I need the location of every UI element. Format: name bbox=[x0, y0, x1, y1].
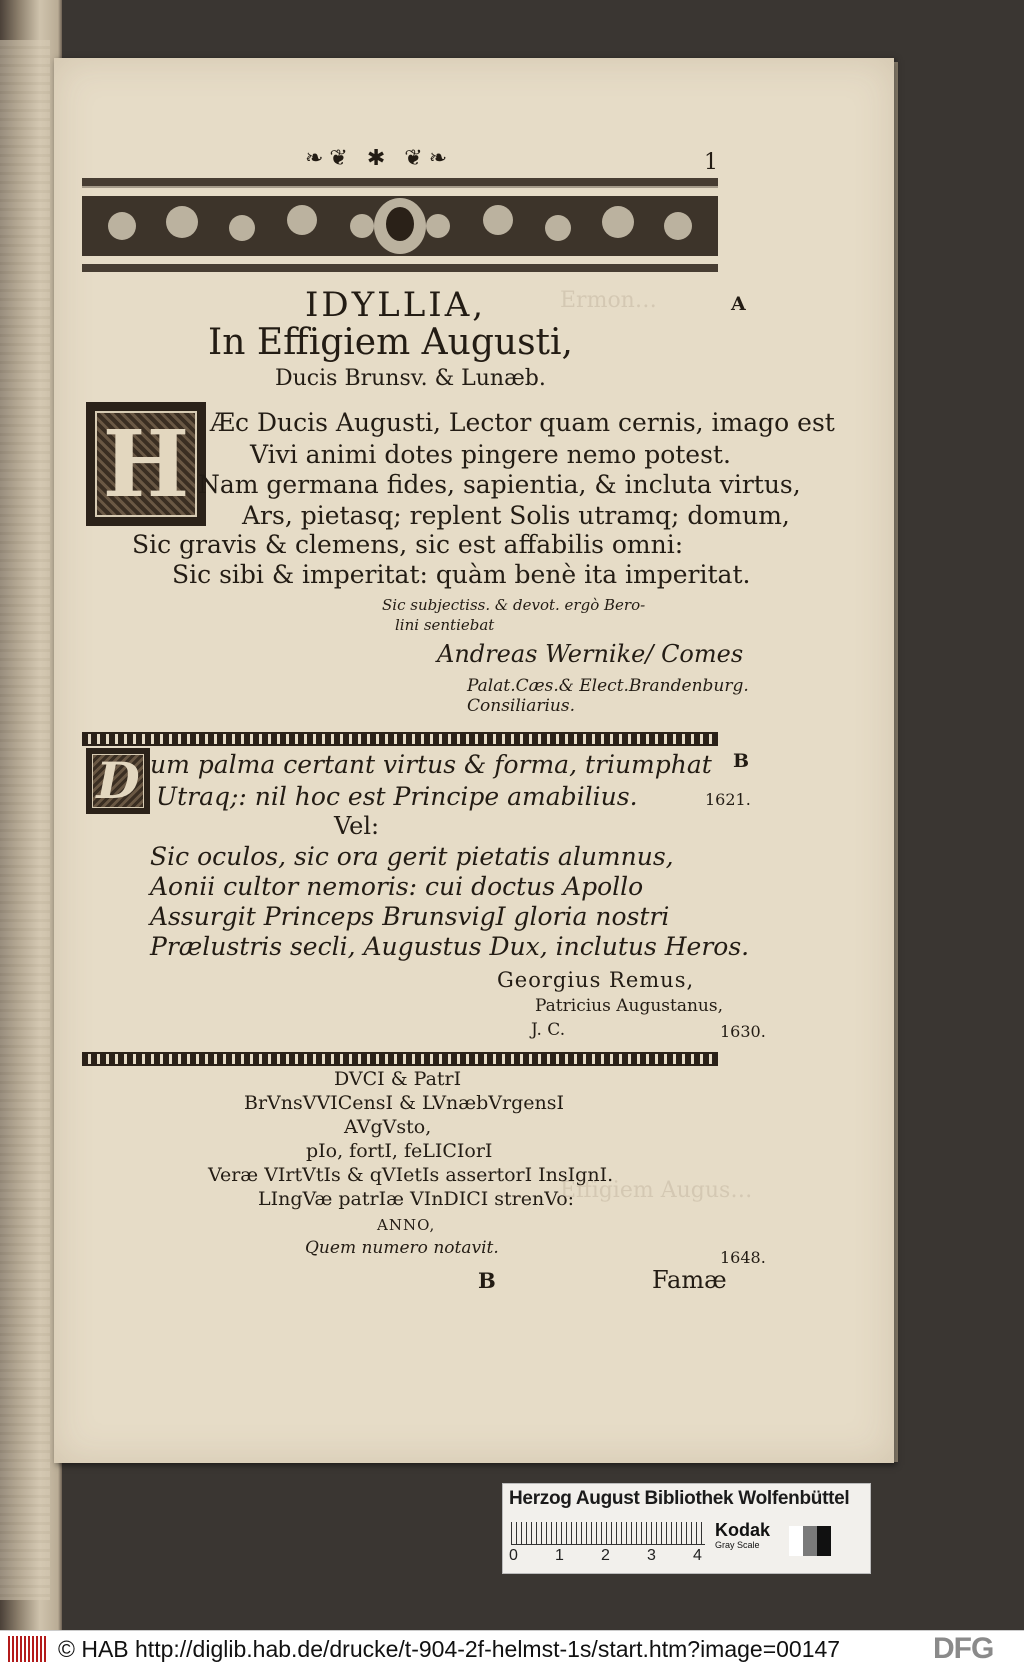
margin-year: 1630. bbox=[720, 1022, 766, 1041]
decorative-headpiece-icon bbox=[82, 172, 718, 282]
grayscale-label: Gray Scale bbox=[715, 1540, 760, 1550]
author-title: Consiliarius. bbox=[467, 696, 576, 716]
chronogram-line: DVCI & PatrI bbox=[334, 1068, 462, 1090]
margin-year: 1621. bbox=[705, 790, 751, 809]
author-title: Patricius Augustanus, bbox=[535, 996, 724, 1016]
margin-letter: B bbox=[733, 750, 750, 772]
color-calibration-target bbox=[502, 1483, 871, 1574]
target-title: Herzog August Bibliothek Wolfenbüttel bbox=[509, 1488, 850, 1509]
author-name: Georgius Remus, bbox=[497, 968, 695, 992]
signoff-line: lini sentiebat bbox=[395, 616, 495, 634]
ornamental-rule bbox=[82, 1052, 718, 1066]
footer-url[interactable]: © HAB http://diglib.hab.de/drucke/t-904-2f-helmst-1s/start.htm?image=00147 bbox=[58, 1636, 841, 1662]
dropcap-initial bbox=[86, 748, 150, 814]
author-title: J. C. bbox=[531, 1020, 566, 1040]
footer-bar bbox=[0, 1630, 1024, 1669]
header-ornament-icon: ❧❦ ✱ ❦❧ bbox=[305, 146, 454, 171]
poem-line: Sic oculos, sic ora gerit pietatis alumnus, bbox=[150, 842, 674, 871]
left-page-edge bbox=[0, 40, 50, 1600]
signature-mark: B bbox=[478, 1268, 496, 1293]
ruler-number: 4 bbox=[693, 1547, 702, 1564]
dfg-logo: DFG bbox=[933, 1632, 994, 1665]
signoff-line: Sic subjectiss. & devot. ergò Bero- bbox=[382, 596, 646, 614]
ruler-number: 0 bbox=[509, 1547, 518, 1564]
kodak-label: Kodak bbox=[715, 1520, 771, 1540]
poem-line: um palma certant virtus & forma, triumphat bbox=[150, 750, 712, 779]
ruler-number: 3 bbox=[647, 1547, 656, 1564]
catchword: Famæ bbox=[652, 1266, 727, 1294]
gray-swatch bbox=[803, 1526, 817, 1556]
ornamental-rule bbox=[82, 732, 718, 746]
dedication-line: Ducis Brunsv. & Lunæb. bbox=[275, 366, 546, 391]
dropcap-initial bbox=[86, 402, 206, 526]
poem-vel: Vel: bbox=[334, 812, 380, 840]
chronogram-line: pIo, fortI, feLICIorI bbox=[306, 1140, 493, 1162]
poem-line: Æc Ducis Augusti, Lector quam cernis, imago est bbox=[210, 408, 835, 437]
barcode-icon bbox=[8, 1636, 48, 1662]
author-name: Andreas Wernike/ Comes bbox=[437, 640, 744, 668]
poem-line: Ars, pietasq; replent Solis utramq; domum, bbox=[242, 501, 790, 530]
ruler-numbers bbox=[509, 1547, 739, 1565]
chronogram-line: LIngVæ patrIæ VInDICI strenVo: bbox=[258, 1188, 575, 1210]
poem-line: Prælustris secli, Augustus Dux, inclutus Heros. bbox=[150, 932, 750, 961]
ruler-number: 2 bbox=[601, 1547, 610, 1564]
poem-line: Vivi animi dotes pingere nemo potest. bbox=[250, 440, 731, 469]
margin-year: 1648. bbox=[720, 1248, 766, 1267]
poem-line: Utraq;: nil hoc est Principe amabilius. bbox=[156, 782, 638, 811]
chronogram-anno: ANNO, bbox=[377, 1216, 436, 1234]
gray-swatch bbox=[789, 1526, 803, 1556]
margin-letter: A bbox=[731, 293, 746, 315]
poem-line: Aonii cultor nemoris: cui doctus Apollo bbox=[150, 872, 644, 901]
page-number: 1 bbox=[704, 150, 718, 175]
bleed-through: Effigiem Augus… bbox=[560, 1178, 753, 1203]
chronogram-line: Veræ VIrtVtIs & qVIetIs assertorI InsIgnI. bbox=[208, 1164, 614, 1186]
poem-line: Sic sibi & imperitat: quàm benè ita imperitat. bbox=[172, 560, 751, 589]
page-subtitle: In Effigiem Augusti, bbox=[208, 322, 573, 363]
bleed-through: Ermon… bbox=[560, 288, 657, 313]
chronogram-line: BrVnsVVICensI & LVnæbVrgensI bbox=[244, 1092, 565, 1114]
author-title: Palat.Cæs.& Elect.Brandenburg. bbox=[467, 676, 749, 696]
page-title: IDYLLIA, bbox=[305, 285, 487, 325]
ruler-scale bbox=[511, 1522, 705, 1545]
poem-line: Assurgit Princeps BrunsvigI gloria nostri bbox=[150, 902, 670, 931]
ruler-number: 1 bbox=[555, 1547, 564, 1564]
dropcap-letter: D bbox=[96, 751, 140, 810]
poem-line: Sic gravis & clemens, sic est affabilis omni: bbox=[132, 530, 684, 559]
chronogram-line: AVgVsto, bbox=[344, 1116, 432, 1138]
gray-swatch bbox=[817, 1526, 831, 1556]
chronogram-notavit: Quem numero notavit. bbox=[305, 1238, 499, 1258]
poem-line: Nam germana fides, sapientia, & incluta virtus, bbox=[198, 470, 801, 499]
dropcap-letter: H bbox=[102, 410, 190, 518]
